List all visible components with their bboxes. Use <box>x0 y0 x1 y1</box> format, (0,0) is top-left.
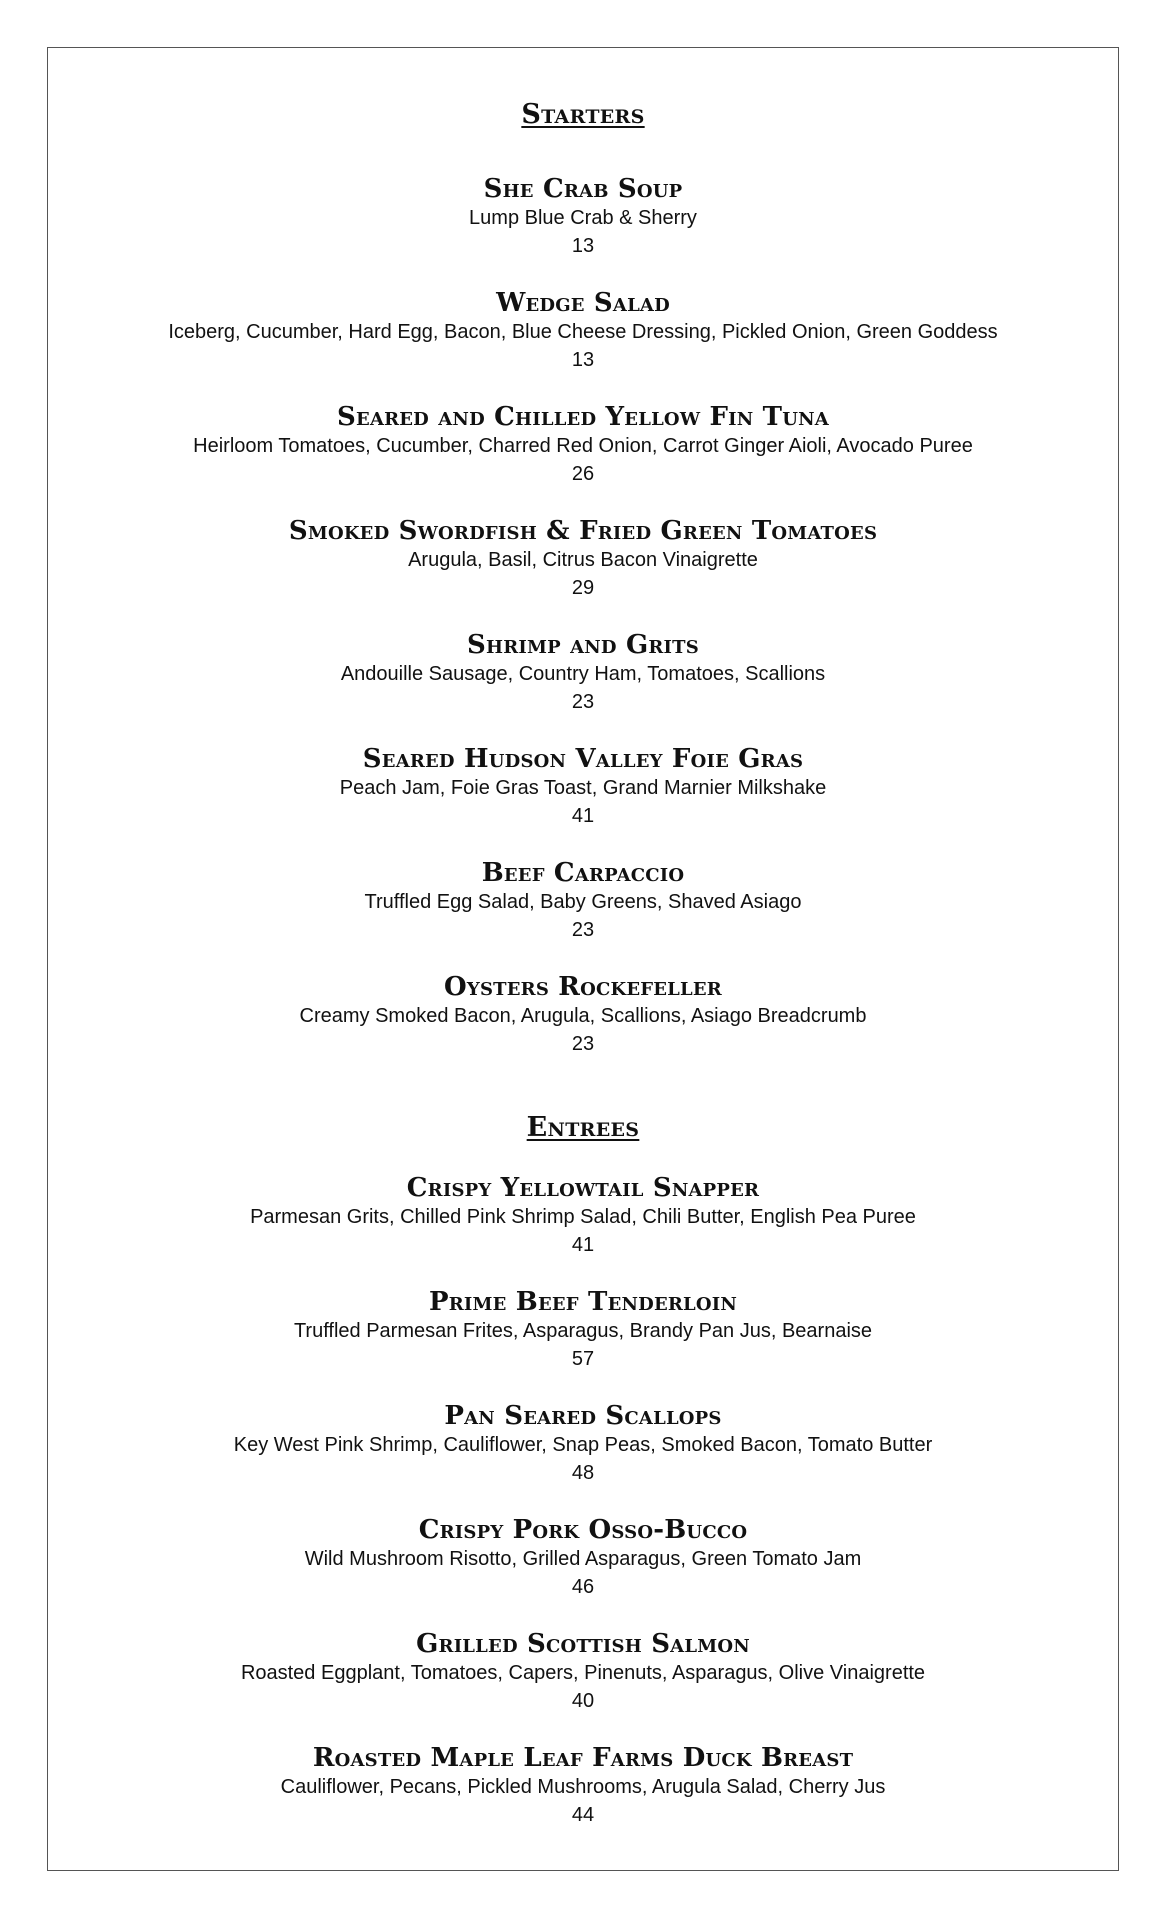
item-name: Smoked Swordfish & Fried Green Tomatoes <box>288 516 878 546</box>
item-price: 23 <box>571 919 595 941</box>
item-price: 48 <box>571 1462 595 1484</box>
item-description: Peach Jam, Foie Gras Toast, Grand Marnier Milkshake <box>339 777 827 799</box>
menu-item <box>47 1743 1119 1829</box>
menu-item <box>47 516 1119 602</box>
item-name: Roasted Maple Leaf Farms Duck Breast <box>312 1743 854 1773</box>
menu-item <box>47 1629 1119 1715</box>
item-price: 13 <box>571 349 595 371</box>
menu-item <box>47 1401 1119 1487</box>
entrees-heading: Entrees <box>526 1112 640 1143</box>
item-price: 41 <box>571 805 595 827</box>
item-name: She Crab Soup <box>483 174 683 204</box>
item-price: 13 <box>571 235 595 257</box>
item-name: Oysters Rockefeller <box>444 972 722 1002</box>
menu-item <box>47 1173 1119 1259</box>
item-price: 57 <box>571 1348 595 1370</box>
item-price: 44 <box>571 1804 595 1826</box>
item-name: Grilled Scottish Salmon <box>416 1629 750 1659</box>
item-description: Andouille Sausage, Country Ham, Tomatoes, Scallions <box>340 663 826 685</box>
item-description: Parmesan Grits, Chilled Pink Shrimp Salad, Chili Butter, English Pea Puree <box>250 1206 916 1228</box>
item-price: 40 <box>571 1690 595 1712</box>
item-description: Wild Mushroom Risotto, Grilled Asparagus, Green Tomato Jam <box>304 1548 862 1570</box>
item-name: Crispy Yellowtail Snapper <box>406 1173 760 1203</box>
menu-item <box>47 288 1119 374</box>
item-price: 23 <box>571 1033 595 1055</box>
item-description: Truffled Egg Salad, Baby Greens, Shaved Asiago <box>364 891 802 913</box>
item-name: Wedge Salad <box>496 288 670 318</box>
item-price: 46 <box>571 1576 595 1598</box>
item-name: Beef Carpaccio <box>481 858 685 888</box>
menu-item <box>47 858 1119 944</box>
menu-item <box>47 972 1119 1058</box>
item-name: Crispy Pork Osso-Bucco <box>418 1515 748 1545</box>
item-name: Seared and Chilled Yellow Fin Tuna <box>337 402 829 432</box>
item-description: Cauliflower, Pecans, Pickled Mushrooms, Arugula Salad, Cherry Jus <box>280 1776 886 1798</box>
item-description: Lump Blue Crab & Sherry <box>469 207 697 229</box>
starters-heading: Starters <box>521 99 645 130</box>
item-price: 41 <box>571 1234 595 1256</box>
item-name: Pan Seared Scallops <box>444 1401 722 1431</box>
menu-page <box>47 47 1119 1857</box>
menu-item <box>47 1515 1119 1601</box>
menu-item <box>47 1287 1119 1373</box>
item-description: Iceberg, Cucumber, Hard Egg, Bacon, Blue Cheese Dressing, Pickled Onion, Green Goddess <box>168 321 998 343</box>
item-name: Prime Beef Tenderloin <box>428 1287 738 1317</box>
item-description: Key West Pink Shrimp, Cauliflower, Snap Peas, Smoked Bacon, Tomato Butter <box>233 1434 933 1456</box>
entrees-list <box>47 1173 1119 1829</box>
starters-list <box>47 174 1119 1058</box>
menu-item <box>47 630 1119 716</box>
menu-item <box>47 174 1119 260</box>
item-price: 26 <box>571 463 595 485</box>
item-description: Arugula, Basil, Citrus Bacon Vinaigrette <box>408 549 758 571</box>
item-price: 23 <box>571 691 595 713</box>
menu-item <box>47 744 1119 830</box>
item-description: Creamy Smoked Bacon, Arugula, Scallions, Asiago Breadcrumb <box>299 1005 867 1027</box>
item-name: Shrimp and Grits <box>467 630 699 660</box>
item-price: 29 <box>571 577 595 599</box>
item-name: Seared Hudson Valley Foie Gras <box>362 744 804 774</box>
item-description: Roasted Eggplant, Tomatoes, Capers, Pinenuts, Asparagus, Olive Vinaigrette <box>240 1662 926 1684</box>
item-description: Truffled Parmesan Frites, Asparagus, Brandy Pan Jus, Bearnaise <box>293 1320 873 1342</box>
menu-item <box>47 402 1119 488</box>
item-description: Heirloom Tomatoes, Cucumber, Charred Red Onion, Carrot Ginger Aioli, Avocado Puree <box>193 435 973 457</box>
